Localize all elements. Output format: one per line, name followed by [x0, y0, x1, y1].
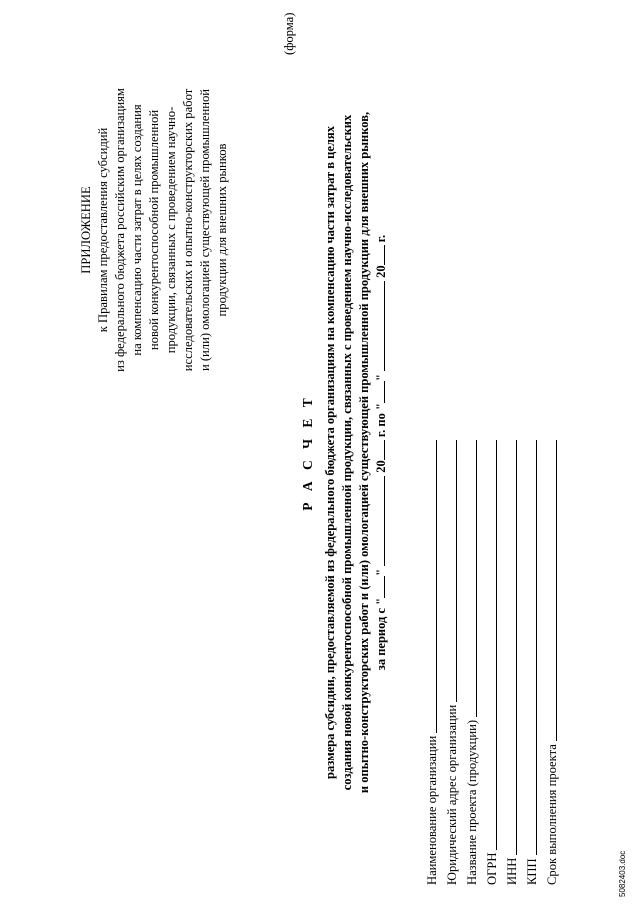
field-inn — [502, 440, 520, 885]
field-project-name — [462, 440, 480, 885]
heading-line: и опытно-конструкторских работ и (или) омологацией существующей промышленной продукции для внешних рынков, — [357, 111, 371, 794]
end-month-blank — [373, 281, 385, 371]
heading-line: создания новой конкурентоспособной промышленной продукции, связанных с проведением научно-исследовательских — [340, 114, 354, 791]
field-organization-name — [422, 440, 440, 885]
appendix-block — [78, 75, 231, 385]
fill-line[interactable] — [436, 440, 437, 733]
period-mid: г. по " — [374, 403, 388, 438]
appendix-line: новой конкурентоспособной промышленной — [147, 109, 161, 351]
appendix-line: продукции для внешних рынков — [215, 143, 229, 317]
period-year: 20 — [374, 460, 388, 473]
fill-line[interactable] — [496, 440, 497, 850]
field-project-term — [542, 440, 560, 885]
field-legal-address — [442, 440, 460, 885]
field-label: Срок выполнения проекта — [545, 744, 559, 885]
calc-title: Р А С Ч Е Т — [300, 394, 315, 511]
field-label: Наименование организации — [425, 735, 439, 885]
period-quote: " — [374, 568, 388, 576]
field-kpp — [522, 440, 540, 885]
start-year-blank — [373, 440, 385, 460]
period-suffix: г. — [374, 234, 388, 243]
fill-line[interactable] — [516, 440, 517, 855]
end-day-blank — [373, 381, 385, 403]
start-month-blank — [373, 476, 385, 566]
period-quote: " — [374, 374, 388, 382]
calc-heading — [322, 25, 390, 880]
heading-line: размера субсидии, предоставляемой из федерального бюджета организациям на компенсацию части затрат в целях — [323, 126, 337, 779]
field-label: Название проекта (продукции) — [465, 719, 479, 885]
start-day-blank — [373, 576, 385, 598]
end-year-blank — [373, 245, 385, 265]
appendix-line: исследовательских и опытно-конструкторских работ — [181, 88, 195, 372]
field-label: Юридический адрес организации — [445, 704, 459, 885]
document-code: 5082403.doc — [618, 850, 627, 897]
fill-line[interactable] — [476, 440, 477, 717]
period-year: 20 — [374, 265, 388, 278]
field-label: ИНН — [505, 857, 519, 885]
period-prefix: за период с " — [374, 597, 388, 671]
appendix-line: продукции, связанных с проведением научно- — [164, 106, 178, 354]
fill-line[interactable] — [456, 440, 457, 702]
fill-line[interactable] — [556, 440, 557, 741]
field-label: ОГРН — [485, 852, 499, 885]
field-ogrn — [482, 440, 500, 885]
appendix-line: из федерального бюджета российским организациям — [113, 88, 127, 372]
appendix-line: и (или) омологацией существующей промышленной — [198, 88, 212, 372]
fill-line[interactable] — [536, 440, 537, 855]
form-note: (форма) — [282, 12, 296, 55]
appendix-line: к Правилам предоставления субсидий — [96, 127, 110, 333]
appendix-line: на компенсацию части затрат в целях создания — [130, 104, 144, 356]
period-line — [373, 25, 390, 880]
appendix-title: ПРИЛОЖЕНИЕ — [79, 186, 93, 274]
field-label: КПП — [525, 858, 539, 885]
